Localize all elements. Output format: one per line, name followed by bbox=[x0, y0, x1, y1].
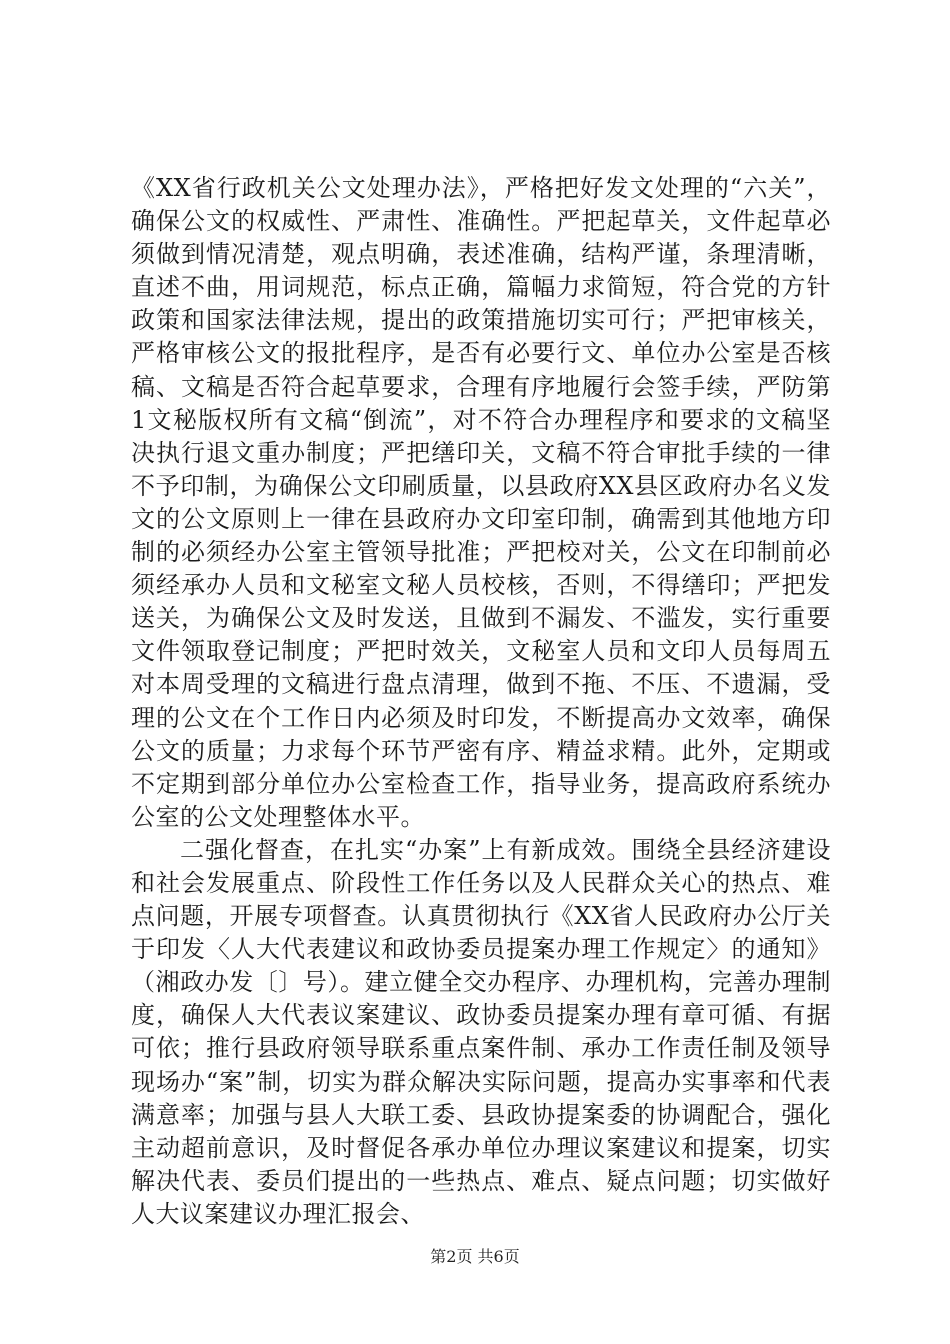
paragraph-2: 二强化督查，在扎实“办案”上有新成效。围绕全县经济建设和社会发展重点、阶段性工作任务以及人民群众关心的热点、难点问题，开展专项督查。认真贯彻执行《XX省人民政府办公厅关于印发〈人大代表建议和政协委员提案办理工作规定〉的通知》（湘政办发〔〕号）。建立健全交办程序、办理机构，完善办理制度，确保人大代表议案建议、政协委员提案办理有章可循、有据可依；推行县政府领导联系重点案件制、承办工作责任制及领导现场办“案”制，切实为群众解决实际问题，提高办实事率和代表满意率；加强与县人大联工委、县政协提案委的协调配合，强化主动超前意识，及时督促各承办单位办理议案建议和提案，切实解决代表、委员们提出的一些热点、难点、疑点问题；切实做好人大议案建议办理汇报会、 bbox=[131, 835, 831, 1228]
document-body bbox=[131, 172, 831, 1231]
paragraph-1: 《XX省行政机关公文处理办法》，严格把好发文处理的“六关”，确保公文的权威性、严肃性、准确性。严把起草关，文件起草必须做到情况清楚，观点明确，表述准确，结构严谨，条理清晰，直述不曲，用词规范，标点正确，篇幅力求简短，符合党的方针政策和国家法律法规，提出的政策措施切实可行；严把审核关，严格审核公文的报批程序，是否有必要行文、单位办公室是否核稿、文稿是否符合起草要求，合理有序地履行会签手续，严防第1文秘版权所有文稿“倒流”，对不符合办理程序和要求的文稿坚决执行退文重办制度；严把缮印关，文稿不符合审批手续的一律不予印制，为确保公文印刷质量，以县政府XX县区政府办名义发文的公文原则上一律在县政府办文印室印制，确需到其他地方印制的必须经办公室主管领导批准；严把校对关，公文在印制前必须经承办人员和文秘室文秘人员校核，否则，不得缮印；严把发送关，为确保公文及时发送，且做到不漏发、不滥发，实行重要文件领取登记制度；严把时效关，文秘室人员和文印人员每周五对本周受理的文稿进行盘点清理，做到不拖、不压、不遗漏，受理的公文在个工作日内必须及时印发，不断提高办文效率，确保公文的质量；力求每个环节严密有序、精益求精。此外，定期或不定期到部分单位办公室检查工作，指导业务，提高政府系统办公室的公文处理整体水平。 bbox=[131, 174, 831, 831]
page-number-footer: 第2页 共6页 bbox=[430, 1247, 520, 1266]
